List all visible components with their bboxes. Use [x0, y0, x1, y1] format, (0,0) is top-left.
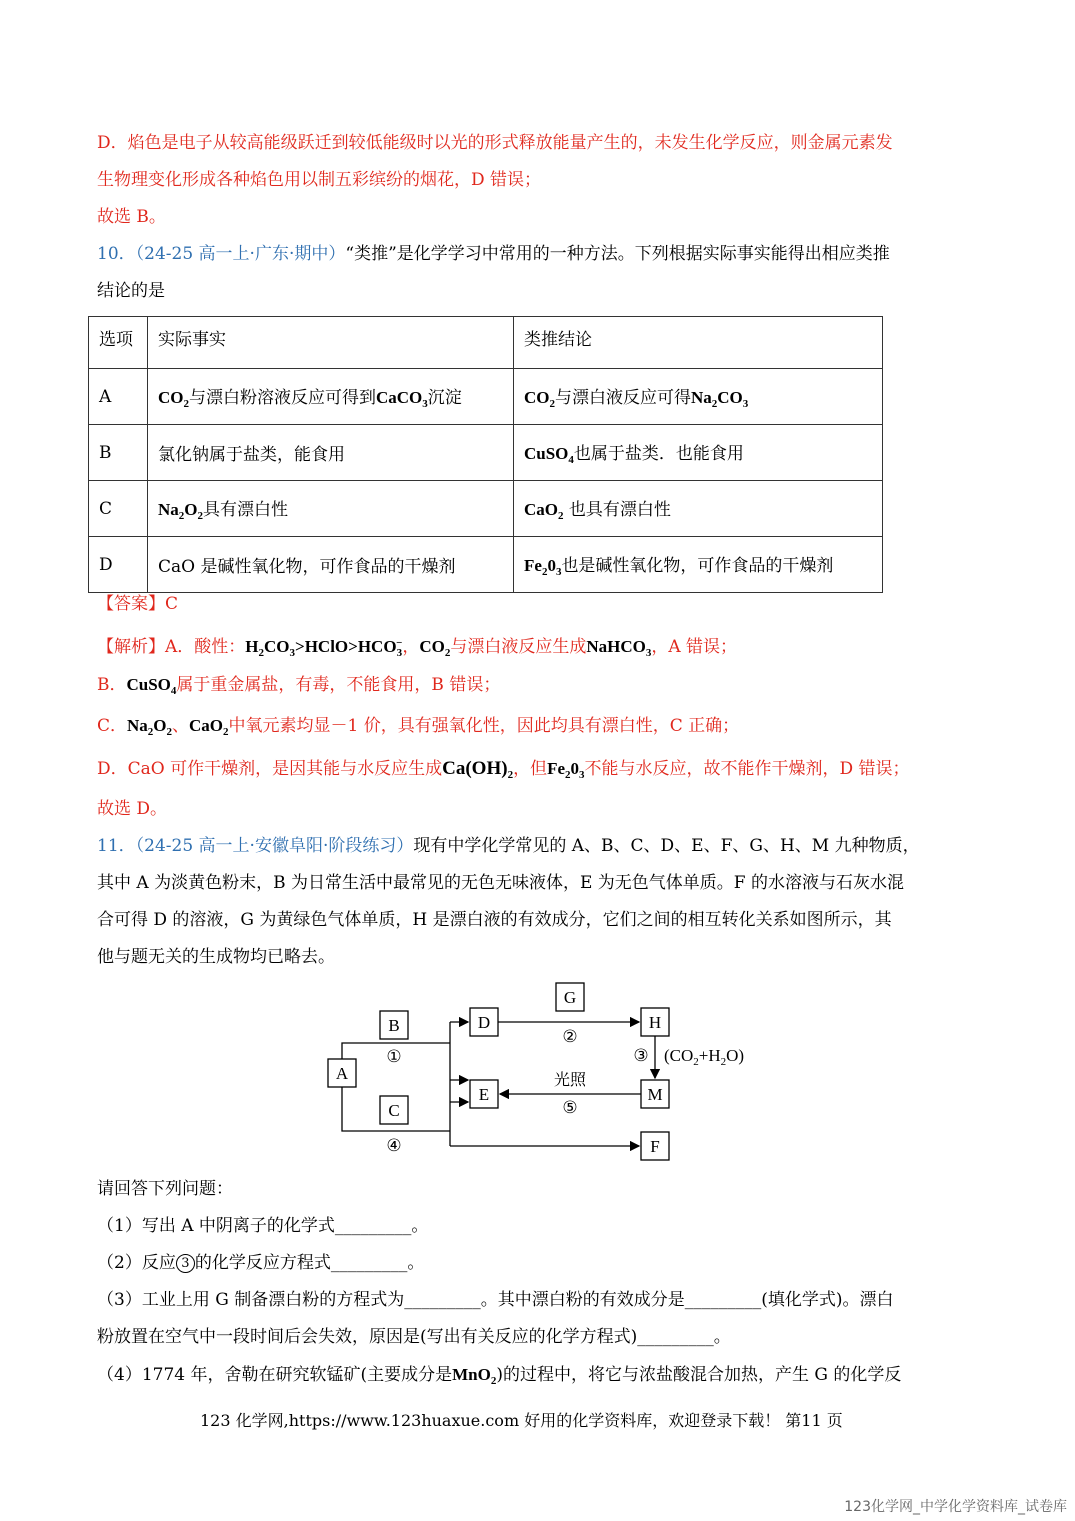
- table-row: [89, 425, 883, 481]
- formula-sub: 3: [555, 566, 562, 578]
- q11-ask: 请回答下列问题：: [97, 1179, 233, 1199]
- row-fact: [148, 481, 514, 537]
- q9-choose: 故选 B。: [97, 207, 166, 227]
- formula: CO: [524, 388, 550, 407]
- q10-stem: [97, 241, 997, 267]
- formula-sub: 2: [444, 647, 451, 659]
- formula: Na: [158, 500, 179, 519]
- q10-source: （24-25 高一上·广东·期中）: [135, 244, 346, 264]
- header-conclusion: 类推结论: [514, 317, 883, 369]
- formula: >HClO>HCO: [295, 637, 397, 656]
- node-a: A: [335, 1064, 349, 1083]
- formula-sub: 2: [549, 398, 555, 410]
- node-f: F: [650, 1137, 660, 1156]
- fact-text: 具有漂白性: [203, 500, 289, 520]
- formula-sub: 3: [396, 647, 403, 659]
- formula-sup: −: [396, 637, 403, 649]
- q10-stem-b: 结论的是: [97, 281, 165, 301]
- analysis-text: 属于重金属盐，有毒，不能食用，B 错误；: [176, 675, 501, 695]
- conclusion-text: 也具有漂白性: [568, 500, 671, 520]
- formula-sub: 2: [166, 726, 173, 738]
- q10-analysis-b: [97, 672, 997, 704]
- row-fact: CaO 是碱性氧化物，可作食品的干燥剂: [148, 537, 514, 593]
- q11-stem-1: [97, 833, 997, 859]
- node-m: M: [647, 1085, 663, 1104]
- row-fact: 氯化钠属于盐类，能食用: [148, 425, 514, 481]
- table-row: [89, 537, 883, 593]
- formula: O: [153, 716, 167, 735]
- row-conclusion: [514, 537, 883, 593]
- conclusion-text: 与漂白液反应可得: [555, 388, 691, 408]
- analysis-text: 中氧元素均显－1 价，具有强氧化性，因此均具有漂白性，C 正确；: [228, 716, 740, 736]
- q11-stem-2: 其中 A 为淡黄色粉末，B 为日常生活中最常见的无色无味液体，E 为无色气体单质。F 的水溶液与石灰水混: [97, 873, 904, 893]
- q10-analysis-a: [97, 630, 997, 666]
- formula-sub: 2: [197, 510, 204, 522]
- formula-sub: 2: [223, 726, 229, 738]
- reaction-flow-diagram: [300, 975, 770, 1170]
- circled-number: 3: [176, 1254, 195, 1273]
- row-option: B: [89, 425, 148, 481]
- formula-sub: 2: [507, 769, 514, 781]
- analysis-text: 不能与水反应，故不能作干燥剂，D 错误；: [584, 759, 910, 779]
- q10-analysis-d: [97, 756, 997, 788]
- formula-sub: 2: [178, 510, 185, 522]
- fact-text: 沉淀: [427, 388, 462, 408]
- sub2-text: 的化学反应方程式_________。: [194, 1253, 425, 1273]
- q11-stem-3: 合可得 D 的溶液，G 为黄绿色气体单质，H 是漂白液的有效成分，它们之间的相互转化关系如图所示，其: [97, 910, 892, 930]
- conclusion-text: 也是碱性氧化物，可作食品的干燥剂: [561, 556, 834, 576]
- formula: CuSO: [524, 444, 569, 463]
- formula-sub: 4: [568, 454, 574, 466]
- formula-sub: 3: [422, 398, 428, 410]
- formula: CaCO: [376, 388, 423, 407]
- row-fact: [148, 369, 514, 425]
- formula-sub: 3: [579, 769, 585, 781]
- table-row: [89, 481, 883, 537]
- row-option: D: [89, 537, 148, 593]
- formula-sub: 2: [558, 510, 564, 522]
- q10-choose: 故选 D。: [97, 799, 168, 819]
- step-3-label: ③: [633, 1046, 649, 1065]
- step-2-label: ②: [562, 1027, 578, 1046]
- node-e: E: [478, 1085, 490, 1104]
- table-header-row: [89, 317, 883, 369]
- q11-stem-4: 他与题无关的生成物均已略去。: [97, 947, 335, 967]
- q9-option-d-line2: 生物理变化形成各种焰色用以制五彩缤纷的烟花，D 错误；: [97, 170, 542, 190]
- q11-sub4: [97, 1362, 997, 1394]
- row-conclusion: [514, 425, 883, 481]
- formula: CaO: [189, 716, 224, 735]
- formula: MnO: [452, 1365, 491, 1384]
- formula: CO: [419, 637, 445, 656]
- header-option: 选项: [89, 317, 148, 369]
- fact-text: 与漂白粉溶液反应可得到: [189, 388, 376, 408]
- node-g: G: [563, 988, 577, 1007]
- formula: CaO: [524, 500, 558, 519]
- analysis-text: B．: [97, 675, 127, 695]
- q10-answer: [97, 591, 997, 617]
- q10-analysis-c: [97, 713, 997, 745]
- analysis-text: ，: [402, 637, 420, 657]
- analysis-text: C．: [97, 716, 128, 736]
- formula: Fe: [547, 759, 565, 778]
- formula: Ca(OH): [442, 758, 508, 779]
- page-footer: 123 化学网,https://www.123huaxue.com 好用的化学资料库，欢迎登录下载！ 第11 页: [200, 1411, 843, 1430]
- row-conclusion: [514, 481, 883, 537]
- step-4-label: ④: [386, 1136, 402, 1155]
- formula: Na: [691, 388, 712, 407]
- step-1-label: ①: [386, 1047, 402, 1066]
- q11-stem-text: 现有中学化学常见的 A、B、C、D、E、F、G、H、M 九种物质，: [413, 836, 920, 856]
- formula-sub: 3: [645, 647, 652, 659]
- formula-sub: 2: [258, 647, 265, 659]
- q9-option-d-line1: D．焰色是电子从较高能级跃迁到较低能级时以光的形式释放能量产生的，未发生化学反应，则金属元素发: [97, 133, 893, 153]
- formula: NaHCO: [586, 637, 646, 656]
- row-option: A: [89, 369, 148, 425]
- formula: 0: [547, 556, 556, 575]
- sub4-text: )的过程中，将它与浓盐酸混合加热，产生 G 的化学反: [496, 1365, 902, 1385]
- node-h: H: [648, 1013, 662, 1032]
- q11-sub3-a: （3）工业上用 G 制备漂白粉的方程式为_________。其中漂白粉的有效成分是_________(填化学式)。漂白: [97, 1290, 894, 1310]
- formula: Na: [127, 716, 148, 735]
- node-b: B: [388, 1016, 400, 1035]
- formula-sub: 2: [565, 769, 571, 781]
- formula: CO: [158, 388, 184, 407]
- formula: O: [184, 500, 198, 519]
- formula: CO: [264, 637, 290, 656]
- q11-sub2: [97, 1250, 997, 1276]
- formula-sub: 2: [147, 726, 154, 738]
- sub4-text: （4）1774 年，舍勒在研究软锰矿(主要成分是: [97, 1365, 453, 1385]
- conclusion-text: 也属于盐类．也能食用: [573, 444, 744, 464]
- co2-h2o-label: $(CO_2+H_2O)$: [664, 1046, 745, 1068]
- q10-number: 10．: [97, 244, 136, 264]
- formula-sub: 3: [289, 647, 296, 659]
- formula-sub: 3: [742, 398, 749, 410]
- formula-sub: 2: [490, 1375, 497, 1387]
- formula: 0: [570, 759, 579, 778]
- analysis-text: ，A 错误；: [651, 637, 738, 657]
- analysis-text: ，但: [513, 759, 548, 779]
- formula-sub: 4: [170, 685, 177, 697]
- analysis-label: 【解析】: [97, 637, 165, 657]
- formula: Fe: [524, 556, 542, 575]
- analysis-text: 、: [172, 716, 190, 736]
- formula-sub: 2: [711, 398, 718, 410]
- row-option: C: [89, 481, 148, 537]
- analysis-text: 与漂白液反应生成: [450, 637, 587, 657]
- node-d: D: [477, 1013, 491, 1032]
- watermark: 123化学网_中学化学资料库_试卷库: [844, 1499, 1067, 1515]
- formula: CO: [717, 388, 743, 407]
- node-c: C: [388, 1101, 400, 1120]
- q11-number: 11．: [97, 836, 136, 856]
- light-label: 光照: [553, 1070, 587, 1089]
- header-fact: 实际事实: [148, 317, 514, 369]
- analysis-text: A．酸性：: [165, 637, 246, 657]
- formula-sub: 2: [183, 398, 189, 410]
- sub2-text: （2）反应: [97, 1253, 176, 1273]
- step-5-label: ⑤: [562, 1098, 578, 1117]
- formula: H: [245, 637, 259, 656]
- analysis-text: D．CaO 可作干燥剂，是因其能与水反应生成: [97, 759, 443, 779]
- row-conclusion: [514, 369, 883, 425]
- table-row: [89, 369, 883, 425]
- q11-source: （24-25 高一上·安徽阜阳·阶段练习）: [135, 836, 414, 856]
- q10-table: [88, 316, 883, 593]
- q10-stem-a: “类推”是化学学习中常用的一种方法。下列根据实际事实能得出相应类推: [345, 244, 890, 264]
- formula-sub: 2: [541, 566, 548, 578]
- answer-value: C: [165, 594, 179, 614]
- formula: CuSO: [126, 675, 171, 694]
- q11-sub3-b: 粉放置在空气中一段时间后会失效，原因是(写出有关反应的化学方程式)_________。: [97, 1327, 731, 1347]
- q11-sub1: （1）写出 A 中阴离子的化学式_________。: [97, 1216, 429, 1236]
- answer-label: 【答案】: [97, 594, 165, 614]
